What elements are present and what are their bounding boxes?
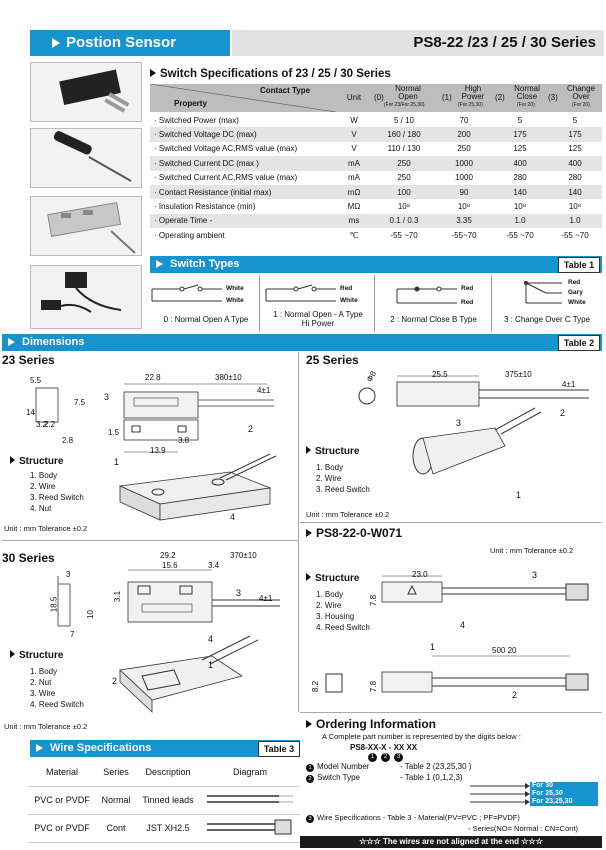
callout: 2 [512,690,518,700]
unit-header: Unit [346,93,362,102]
dim-label: 7.8 [369,680,379,693]
spec-unit: mΩ [336,185,372,199]
spec-property: · Switched Voltage AC,RMS value (max) [154,144,298,154]
callout: 3 [236,588,242,598]
s30-title: 30 Series [2,551,55,565]
spec-value: 10⁸ [513,202,527,212]
product-photo-w071 [30,265,142,329]
dim-label: 14 [26,408,35,417]
col-num: (3) [548,93,558,102]
callout: 4 [208,634,214,644]
spec-value: 140 [492,185,548,199]
spec-property: · Contact Resistance (initial max) [150,185,336,199]
structure-item: 1. Body [30,471,58,480]
s30-structure-list [30,666,84,710]
structure-title: Structure [19,650,64,661]
switch-type-3 [492,275,602,332]
s25-structure-list [316,462,370,495]
marker-3: 3 [394,753,403,762]
switch-caption: 0 : Normal Open A Type [163,315,249,324]
wire-spec-row [28,814,300,842]
spec-value: 10⁸ [457,202,471,212]
callout: 1 [516,490,522,500]
marker-2: 2 [381,753,390,762]
col-sub: (For 20) [517,102,535,108]
wire-spec-table [28,758,300,843]
spec-unit: V [351,144,357,154]
arrow-icon [52,38,60,48]
spec-row [150,113,602,127]
s25-structure-title [306,446,359,457]
dim-label: 15.6 [162,561,178,570]
spec-value: 250 [397,173,411,183]
marker-3-icon: 3 [306,815,314,823]
structure-item: 4. Reed Switch [316,623,370,632]
spec-value: -55 ~70 [390,230,418,240]
series-title: PS8-22 /23 / 25 / 30 Series [232,30,604,56]
switch-type-0 [150,275,260,332]
structure-title: Structure [315,573,360,584]
spec-unit: W [350,115,358,125]
spec-header [150,84,602,112]
structure-item: 2. Nut [30,678,52,687]
cell-material: PVC or PVDF [28,786,96,814]
col-num: (2) [495,93,505,102]
bullet-icon [306,529,312,537]
dim-label: 4±1 [257,386,271,395]
col-name: Normal Open [395,84,424,101]
product-photo-30 [30,196,142,256]
product-23-image [31,63,141,121]
spec-property: · Operating ambient [154,230,225,240]
product-photo-23 [30,62,142,122]
bullet-icon [10,650,15,658]
structure-item: 3. Reed Switch [30,493,84,502]
product-w071-image [31,266,141,328]
bullet-icon [306,720,312,728]
spec-property: · Switched Current DC (max ) [150,156,336,170]
tag-for-23-25-30: For 23,25,30 [530,798,598,806]
col-num: (0) [374,93,384,102]
th-description: Description [136,758,200,786]
s23-iso [110,448,290,528]
dim-label: 7.8 [369,594,379,607]
spec-unit: mA [348,173,360,183]
structure-item: 3. Wire [30,689,56,698]
marker-2-icon: 2 [306,775,314,783]
ordering-model: Model Number [317,762,370,771]
dim-label: 2.2 [44,420,56,429]
ordering-model-ref: - Table 2 (23,25,30 ) [400,762,472,771]
spec-value: 0.1 / 0.3 [372,214,436,228]
dimensions-title: Dimensions [22,336,85,348]
table1-label: Table 1 [558,257,600,273]
structure-item: 4. Reed Switch [30,700,84,709]
spec-value: 175 [548,127,602,141]
spec-row [150,199,602,213]
ordering-wire-row [306,813,520,823]
product-30-image [31,197,141,261]
dim-label: 29.2 [160,551,176,560]
ordering-code: PS8-XX-X - XX XX [350,743,418,752]
ordering-title-row [306,717,436,731]
spec-value: 250 [457,144,471,154]
spec-value: 140 [548,185,602,199]
star-icon: ☆☆☆ [359,837,381,846]
ordering-switch-ref: - Table 1 (0,1,2,3) [400,773,463,782]
spec-value: 125 [513,144,527,154]
section-title: Postion Sensor [66,34,177,51]
spec-value: 90 [436,185,492,199]
callout: 2 [560,408,566,418]
dim-label: 3.1 [113,590,123,603]
structure-item: 3. Reed Switch [316,485,370,494]
row-divider [300,712,602,713]
col-name: High Power [461,84,485,101]
spec-property: · Switched Voltage DC (max) [150,127,336,141]
structure-item: 1. Body [316,590,344,599]
structure-item: 2. Wire [30,482,56,491]
bullet-icon [150,69,156,77]
switch-caption: 3 : Change Over C Type [503,315,591,324]
cell-description: Tinned leads [136,786,200,814]
cell-diagram [200,786,300,814]
spec-row [150,171,602,185]
switch-caption: 1 : Normal Open - A Type Hi Power [273,310,363,328]
spec-value: 110 / 130 [387,144,421,154]
ordering-switch: Switch Type [317,773,360,782]
dim-label: 3.2 [36,420,48,429]
spec-value: 3.35 [436,214,492,228]
structure-title: Structure [315,446,360,457]
wire-spec-title: Wire Specifications [50,742,152,754]
th-series: Series [96,758,136,786]
dim-label: 5.5 [30,376,42,385]
table2-label: Table 2 [558,335,600,351]
s30-unit-note: Unit : mm Tolerance ±0.2 [4,722,88,731]
wire-spec-row [28,786,300,814]
structure-item: 2. Wire [316,601,342,610]
spec-value: 10⁸ [568,202,582,212]
spec-value: 100 [372,185,436,199]
structure-item: 1. Body [316,463,344,472]
spec-value: 70 [459,115,469,125]
callout: 4 [230,512,236,522]
callout: 1 [430,642,436,652]
switch-symbol-2 [375,275,492,315]
spec-value: -55~70 [451,230,477,240]
row-divider [300,522,602,523]
col-name: Change Over [566,84,596,101]
ordering-wire-line2: - Series(NO= Normal : CN=Cont) [468,824,579,833]
wire-label: Gary [568,289,583,296]
dim-label: 3.8 [178,436,190,445]
dim-label: 13.9 [150,446,166,455]
column-divider [298,352,299,712]
cell-description: JST XH2.5 [136,814,200,842]
cell-material: PVC or PVDF [28,814,96,842]
s30-structure-title [10,650,63,661]
spec-value: 400 [492,156,548,170]
spec-property: · Switched Power (max) [154,115,239,125]
spec-row [150,214,602,228]
s25-title: 25 Series [306,353,359,367]
cell-series: Normal [96,786,136,814]
wire-label: White [226,285,244,292]
spec-value: -55 ~70 [506,230,534,240]
switch-types-title: Switch Types [170,258,240,270]
callout: 2 [248,424,254,434]
arrow-icon [36,744,43,752]
footer-note: The wires are not aligned at the end [382,837,520,846]
spec-value: 400 [548,156,602,170]
callout: 1 [114,457,120,467]
dimensions-bar [2,334,602,351]
footer-bar [300,836,602,848]
ordering-title: Ordering Information [316,717,436,731]
spec-row [150,185,602,199]
spec-row [150,156,602,170]
th-diagram: Diagram [200,758,300,786]
spec-property: · Switched Current AC,RMS value (max) [154,173,298,183]
spec-value: 200 [436,127,492,141]
ordering-model-row [306,762,369,772]
product-25-image [31,129,141,191]
dim-label: 8.2 [311,680,321,693]
product-photo-25 [30,128,142,188]
w071-structure-title [306,573,359,584]
structure-item: 1. Body [30,667,58,676]
callout: 3 [456,418,462,428]
ordering-arrows [470,782,530,812]
dim-label: Φ8 [364,369,379,384]
dim-label: 4±1 [259,594,273,603]
wire-spec-header [28,758,300,786]
structure-item: 2. Wire [316,474,342,483]
spec-row [150,127,602,141]
dim-label: 380±10 [215,373,242,382]
spec-unit: mA [336,156,372,170]
spec-row [150,228,602,242]
switch-symbol-0 [150,275,260,315]
arrow-icon [8,338,15,346]
spec-value: 5 [572,115,578,125]
spec-title: Switch Specifications of 23 / 25 / 30 Series [160,68,391,80]
w071-title: PS8-22-0-W071 [316,526,403,540]
structure-item: 4. Nut [30,504,52,513]
spec-value: 175 [492,127,548,141]
dim-label: 7.5 [74,398,86,407]
bullet-icon [10,456,15,464]
w071-unit-note: Unit : mm Tolerance ±0.2 [490,546,574,555]
tag-for-30: For 30 [530,782,598,790]
spec-unit: ms [336,214,372,228]
switch-caption: 2 : Normal Close B Type [390,315,477,324]
col-sub: (For 23/For 25,30) [384,102,425,108]
callout: 4 [460,620,466,630]
spec-body [150,113,602,243]
s23-structure-title [10,456,63,467]
callout: 1 [208,660,214,670]
spec-value: 280 [568,173,582,183]
spec-property: · Insulation Resistance (min) [154,202,256,212]
bullet-icon [306,573,311,581]
dim-label: 10 [85,610,95,619]
col-sub: (For 20) [572,102,590,108]
spec-value: 5 [517,115,523,125]
dim-label: 7 [70,630,75,639]
s23-structure-list [30,470,84,514]
wire-label: Red [461,285,474,292]
marker-1-icon: 1 [306,764,314,772]
dim-label: 22.8 [145,373,161,382]
spec-value: 280 [513,173,527,183]
wire-label: White [226,297,244,304]
spec-value: 1.0 [492,214,548,228]
corner-contact-type: Contact Type [260,86,311,95]
spec-table [150,113,602,243]
section-title-bar [30,30,230,56]
wire-label: Red [340,285,353,292]
s23-unit-note: Unit : mm Tolerance ±0.2 [4,524,88,533]
corner-property: Property [174,99,207,108]
ordering-markers [368,753,403,762]
s25-unit-note: Unit : mm Tolerance ±0.2 [306,510,390,519]
star-icon: ☆☆☆ [521,837,543,846]
tinned-leads-diagram [205,789,295,809]
cell-diagram [200,814,300,842]
dim-label: 23.0 [412,570,428,579]
dim-label: 375±10 [505,370,532,379]
spec-value: 125 [568,144,582,154]
arrow-icon [156,260,163,268]
cell-series: Cont [96,814,136,842]
w071-title-row [306,526,402,540]
callout: 3 [104,392,110,402]
row-divider [2,540,298,541]
dim-label: 4±1 [562,380,576,389]
wire-label: White [340,297,358,304]
col-name: Normal Close [514,84,540,101]
callout: 3 [532,570,538,580]
dim-label: 3.4 [208,561,220,570]
spec-unit: V [336,127,372,141]
ordering-wire-line1: Wire Specifications - Table 3 - Material(PV=PVC ; PF=PVDF) [317,813,520,822]
spec-unit: ℃ [349,230,359,240]
spec-title-row [150,68,391,80]
spec-value: -55 ~70 [561,230,589,240]
wire-spec-bar [30,740,300,757]
dim-label: 25.5 [432,370,448,379]
marker-1: 1 [368,753,377,762]
callout: 2 [112,676,118,686]
ordering-desc: A Complete part number is represented by the digits below : [322,732,521,741]
spec-unit: MΩ [347,202,361,212]
col-sub: (For 25,30) [458,102,483,108]
structure-item: 3. Housing [316,612,355,621]
jst-connector-diagram [205,817,295,837]
dim-label: 500 20 [492,646,517,655]
switch-type-2 [375,275,492,332]
spec-value: 1000 [436,156,492,170]
switch-types-panel [150,275,602,332]
switch-symbol-1 [260,275,375,315]
th-material: Material [28,758,96,786]
dim-label: 3 [66,570,71,579]
wire-label: White [568,299,586,306]
wire-label: Red [461,299,474,306]
dim-label: 18.5 [49,596,59,613]
structure-title: Structure [19,456,64,467]
spec-value: 10⁸ [397,202,411,212]
spec-value: 1.0 [548,214,602,228]
switch-types-bar [150,256,602,273]
bullet-icon [306,446,311,454]
spec-value: 250 [372,156,436,170]
table3-label: Table 3 [258,741,300,757]
spec-value: 160 / 180 [372,127,436,141]
spec-value: 1000 [455,173,473,183]
tag-for-25-30: For 25,30 [530,790,598,798]
spec-row [150,142,602,156]
s23-title: 23 Series [2,353,55,367]
dim-label: 1.5 [108,428,120,437]
dim-label: 2.8 [62,436,74,445]
wire-label: Red [568,279,581,286]
col-num: (1) [442,93,452,102]
dim-label: 370±10 [230,551,257,560]
w071-structure-list [316,589,370,633]
spec-property: · Operate Time - [150,214,336,228]
ordering-switch-row [306,773,360,783]
spec-value: 5 / 10 [393,115,414,125]
switch-symbol-3 [492,275,602,315]
switch-type-1 [260,275,375,332]
